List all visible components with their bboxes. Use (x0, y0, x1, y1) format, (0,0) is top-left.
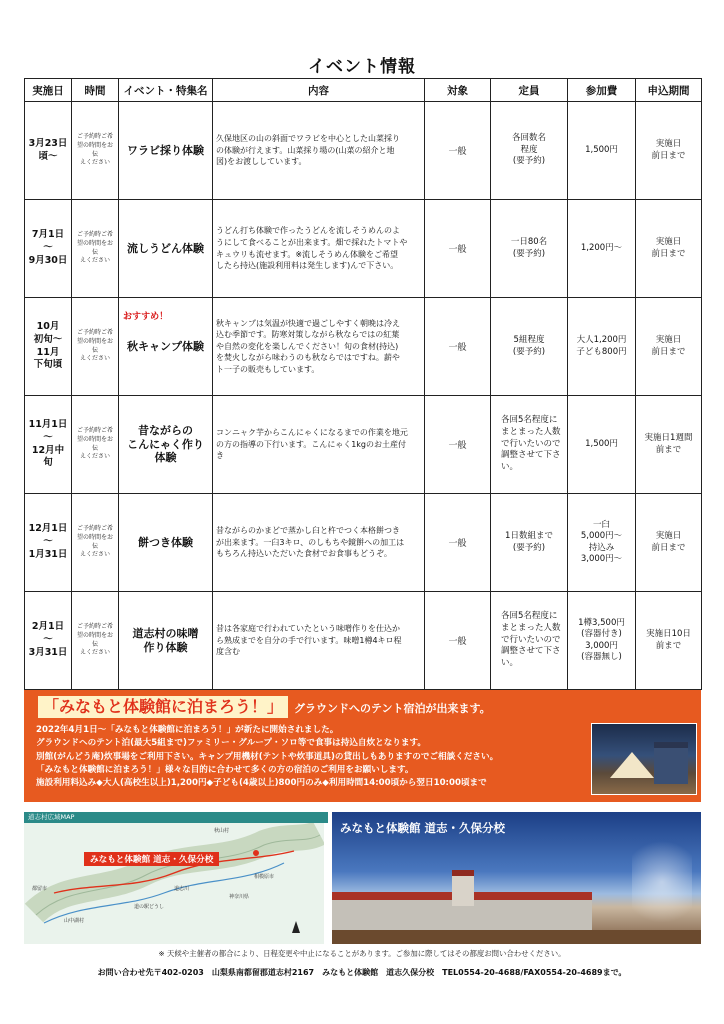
header-time: 時間 (72, 79, 119, 102)
event-time-line: ご予約時ご希 (76, 133, 113, 141)
event-capacity-line: (要予約) (512, 248, 546, 259)
event-apply-line: 前日まで (651, 248, 686, 259)
event-detail (213, 494, 425, 592)
tent-photo (591, 723, 697, 795)
recommend-badge: おすすめ！ (123, 312, 169, 322)
map-body (24, 823, 324, 944)
event-apply (636, 494, 702, 592)
banner-line: グラウンドへのテント泊(最大5組まで)ファミリー・グループ・ソロ等で食事は持込自炊となります。 (36, 738, 426, 749)
event-detail (213, 298, 425, 396)
event-time-line: ご予約時ご希 (76, 329, 113, 337)
event-date-line: ～ (43, 536, 53, 548)
event-capacity-line: 各回数名 (511, 132, 546, 143)
event-capacity (491, 494, 568, 592)
event-date (25, 102, 72, 200)
event-date (25, 592, 72, 690)
event-detail-line: したら持込(施設利用料は発生します)んで下さい。 (216, 261, 399, 271)
banner-heading (38, 696, 491, 718)
header-date: 実施日 (25, 79, 72, 102)
notice-text: ※ 天候や主催者の都合により、日程変更や中止になることがあります。ご参加に際してはその都度お問い合わせください。 (158, 949, 566, 958)
header-event: イベント・特集名 (119, 79, 213, 102)
event-time (72, 298, 119, 396)
event-detail-line: ら熟成までを自分の手で行います。味噌1樽4キロ程 (216, 635, 402, 645)
event-capacity-line: 各回5名程度に (501, 610, 558, 621)
banner-line: 別館(がんどう庵)炊事場をご利用下さい。キャンプ用機材(テントや炊事道具)の貸出しもありますのでご相談ください。 (36, 751, 499, 762)
event-date-line: ～ (43, 431, 53, 443)
event-detail-line: 久保地区の山の斜面でワラビを中心とした山菜採り (216, 134, 400, 144)
event-detail-line: の方の指導の下行います。こんにゃく1kgのお土産付 (216, 439, 406, 449)
event-date-line: 12月中旬 (31, 444, 65, 469)
event-detail-line: うにして食べることが出来ます。畑で採れたトマトや (216, 237, 408, 247)
event-capacity-line: 調整させて下さ (501, 646, 561, 657)
event-fee-line: 大人1,200円 (576, 335, 627, 346)
event-date (25, 200, 72, 298)
ground (332, 930, 701, 944)
event-detail-line: うどん打ち体験で作ったうどんを流しそうめんのよ (216, 226, 400, 236)
map-place-label: 秋山村 (214, 828, 230, 834)
event-fee-line: (容器付き) (581, 629, 622, 640)
banner-title: 「みなもと体験館に泊まろう！」 (38, 696, 288, 718)
cherry-tree-icon (632, 832, 692, 932)
event-fee (568, 200, 636, 298)
event-date-line: 9月30日 (28, 254, 68, 266)
clock-tower-icon (452, 870, 474, 906)
event-detail-line: が出来ます。一臼3キロ、のしもちや鏡餅への加工は (216, 537, 405, 547)
event-detail-line: キュウリも流せます。※流しそうめん体験をご希望 (216, 249, 399, 259)
event-date-line: 下旬頃 (33, 359, 63, 371)
table-header-row (25, 79, 702, 102)
event-name-line: 作り体験 (143, 640, 188, 654)
event-date-line: 11月 (36, 346, 60, 358)
table-row (25, 396, 702, 494)
event-date-line: 11月1日 (28, 418, 68, 430)
event-capacity (491, 200, 568, 298)
event-capacity-line: 調整させて下さ (501, 450, 561, 461)
event-capacity (491, 592, 568, 690)
event-target (425, 396, 491, 494)
event-time-line: 望の時間をお伝 (76, 239, 113, 256)
map-place-label: 相模原市 (254, 874, 275, 880)
event-capacity-line: い。 (501, 658, 519, 669)
event-name-line: 道志村の味噌 (132, 626, 199, 640)
event-name (119, 298, 213, 396)
event-detail (213, 102, 425, 200)
header-detail: 内容 (213, 79, 425, 102)
event-capacity (491, 396, 568, 494)
event-detail-line: 秋キャンプは気温が快適で過ごしやすく朝晩は冷え (216, 318, 400, 328)
event-target-value: 一般 (448, 343, 467, 353)
event-apply-line: 前まで (655, 444, 682, 455)
event-name-line: 体験 (154, 451, 177, 465)
school-photo (332, 812, 701, 944)
photo-title: みなもと体験館 道志・久保分校 (340, 821, 506, 835)
map-place-label: 山中湖村 (64, 918, 85, 924)
event-target-value: 一般 (448, 441, 467, 451)
event-name (119, 592, 213, 690)
event-target (425, 298, 491, 396)
event-time-line: えください (79, 453, 110, 461)
event-name (119, 200, 213, 298)
event-apply (636, 396, 702, 494)
contact-info: お問い合わせ先〒402-0203 山梨県南都留郡道志村2167 みなもと体験館 道志久保分校 TEL0554-20-4688/FAX0554-20-4689まで。 (97, 968, 627, 977)
event-fee-line: 1樽3,500円 (578, 617, 625, 628)
event-time-line: 望の時間をお伝 (76, 435, 113, 452)
event-capacity-line: 程度 (520, 144, 538, 155)
event-apply-line: 実施日 (655, 138, 682, 149)
event-apply-line: 実施日 (655, 236, 682, 247)
event-apply (636, 102, 702, 200)
event-target (425, 200, 491, 298)
event-detail-line: 図)をお渡ししています。 (216, 157, 307, 167)
event-time-line: 望の時間をお伝 (76, 631, 113, 648)
event-fee-line: 持込み (588, 542, 615, 553)
event-apply-line: 前まで (655, 640, 682, 651)
event-name-line: ワラビ採り体験 (127, 143, 204, 157)
event-apply-line: 前日まで (651, 346, 686, 357)
event-date-line: 1月31日 (28, 548, 68, 560)
header-apply: 申込期間 (636, 79, 702, 102)
event-date-line: 3月31日 (28, 646, 68, 658)
event-apply-line: 実施日 (655, 334, 682, 345)
banner-line: 「みなもと体験館に泊まろう！」様々な目的に合わせて多くの方の宿泊のご利用をお願いします。 (36, 764, 414, 775)
event-date (25, 396, 72, 494)
event-time-line: ご予約時ご希 (76, 427, 113, 435)
event-target-value: 一般 (448, 637, 467, 647)
event-capacity (491, 102, 568, 200)
event-fee-line: 1,200円～ (580, 242, 623, 253)
building-icon (654, 742, 688, 784)
event-name (119, 494, 213, 592)
event-table (24, 78, 702, 690)
map-place-label: 道の駅どうし (134, 904, 165, 910)
event-target (425, 102, 491, 200)
event-time-line: ご予約時ご希 (76, 623, 113, 631)
event-time (72, 200, 119, 298)
event-apply (636, 200, 702, 298)
event-time-line: えください (79, 551, 110, 559)
event-time (72, 102, 119, 200)
page-title: イベント情報 (308, 57, 416, 77)
event-name (119, 396, 213, 494)
event-detail-line: 度含む (216, 647, 240, 657)
event-name-line: こんにゃく作り (127, 437, 204, 451)
event-detail-line: 昔ながらのかまどで蒸かし臼と杵でつく本格餅つき (216, 526, 400, 536)
table-row (25, 298, 702, 396)
event-capacity-line: 1日数組まで (505, 530, 553, 541)
event-time-line: 望の時間をお伝 (76, 141, 113, 158)
header-target: 対象 (425, 79, 491, 102)
map-place-label: 都留市 (32, 886, 48, 892)
table-row (25, 200, 702, 298)
event-capacity-line: (要予約) (512, 346, 546, 357)
event-time-line: えください (79, 159, 110, 167)
event-detail-line: 込む季節です。防寒対策しながら秋ならではの紅葉 (216, 330, 400, 340)
event-time (72, 494, 119, 592)
event-apply-line: 前日まで (651, 150, 686, 161)
event-name-line: 秋キャンプ体験 (127, 339, 204, 353)
banner-subtitle: グラウンドへのテント宿泊が出来ます。 (294, 702, 491, 715)
map-place-label: 神奈川県 (229, 894, 250, 900)
event-capacity-line: 各回5名程度に (501, 414, 558, 425)
event-name (119, 102, 213, 200)
event-apply-line: 実施日 (655, 530, 682, 541)
event-name-line: 昔ながらの (138, 423, 193, 437)
area-map (24, 812, 324, 944)
event-target (425, 592, 491, 690)
event-detail-line: や自然の変化を楽しんでください！旬の食材(持込) (216, 341, 399, 351)
event-date (25, 494, 72, 592)
tent-stay-banner (24, 690, 701, 802)
event-time-line: 望の時間をお伝 (76, 337, 113, 354)
map-facility-label: みなもと体験館 道志・久保分校 (84, 852, 219, 866)
table-row (25, 494, 702, 592)
event-detail-line: コンニャク芋からこんにゃくになるまでの作業を地元 (216, 428, 408, 438)
event-fee-line: 5,000円～ (580, 531, 623, 542)
event-detail-line: の体験が行えます。山菜採り場の(山菜の紹介と地 (216, 145, 395, 155)
tent-icon (610, 752, 654, 778)
event-name-line: 流しうどん体験 (127, 241, 204, 255)
event-detail-line: もちろん持込いただいた食材でお食事もどうぞ。 (216, 549, 392, 559)
event-detail-line: き (216, 451, 224, 461)
event-capacity-line: (要予約) (512, 156, 546, 167)
event-time-line: えください (79, 355, 110, 363)
header-capacity: 定員 (491, 79, 568, 102)
event-target (425, 494, 491, 592)
event-detail (213, 396, 425, 494)
event-date-line: ～ (43, 242, 53, 254)
event-capacity-line: (要予約) (512, 542, 546, 553)
event-fee-line: 1,500円 (585, 438, 618, 449)
event-detail-line: ト一子の販売もしています。 (216, 364, 320, 374)
event-apply-line: 前日まで (651, 542, 686, 553)
event-capacity-line: まとまった人数 (501, 622, 561, 633)
event-date-line: 初旬～ (33, 333, 63, 345)
event-capacity-line: まとまった人数 (501, 426, 561, 437)
event-fee-line: 1,500円 (585, 144, 618, 155)
event-apply-line: 実施日1週間 (644, 432, 693, 443)
banner-line: 2022年4月1日～「みなもと体験館に泊まろう！」が新たに開始されました。 (36, 725, 339, 735)
event-fee-line: 子ども800円 (576, 346, 627, 357)
event-fee-line: 一臼 (592, 519, 610, 530)
event-date (25, 298, 72, 396)
event-capacity-line: 一日80名 (510, 236, 548, 247)
event-time (72, 592, 119, 690)
table-row (25, 592, 702, 690)
event-fee-line: 3,000円～ (580, 553, 623, 564)
event-date-line: 2月1日～ (31, 621, 65, 646)
event-detail (213, 592, 425, 690)
event-date-line: 10月 (36, 320, 60, 332)
event-time-line: ご予約時ご希 (76, 525, 113, 533)
map-header: 道志村広域MAP (24, 812, 328, 823)
event-detail-line: を焚火しながら味わうのも秋ならではですね。薪や (216, 353, 400, 363)
map-place-label: 道志川 (174, 886, 190, 892)
event-target-value: 一般 (448, 539, 467, 549)
event-fee (568, 102, 636, 200)
event-capacity-line: い。 (501, 462, 519, 473)
banner-text (36, 724, 596, 791)
event-apply-line: 実施日10日 (646, 628, 691, 639)
event-fee (568, 298, 636, 396)
event-fee (568, 494, 636, 592)
event-name-line: 餅つき体験 (138, 535, 193, 549)
event-capacity (491, 298, 568, 396)
event-date-line: 3月23日 (28, 137, 68, 149)
event-fee-line: (容器無し) (581, 651, 622, 662)
event-time (72, 396, 119, 494)
event-fee-line: 3,000円 (585, 640, 618, 651)
table-row (25, 102, 702, 200)
banner-line: 施設利用料込み◆大人(高校生以上)1,200円◆子ども(4歳以上)800円のみ◆利用時間14:00頃から翌日10:00頃まで (36, 778, 487, 789)
event-target-value: 一般 (448, 245, 467, 255)
event-apply (636, 592, 702, 690)
event-detail (213, 200, 425, 298)
event-capacity-line: で行いたいので (501, 438, 561, 449)
event-detail-line: 昔は各家庭で行われていたという味噌作りを仕込か (216, 624, 400, 634)
event-date-line: 7月1日 (31, 229, 65, 241)
event-fee (568, 592, 636, 690)
event-time-line: 望の時間をお伝 (76, 533, 113, 550)
event-time-line: ご予約時ご希 (76, 231, 113, 239)
event-apply (636, 298, 702, 396)
event-date-line: 頃～ (38, 150, 58, 162)
event-date-line: 12月1日 (28, 523, 68, 535)
event-capacity-line: 5組程度 (513, 334, 545, 345)
event-capacity-line: で行いたいので (501, 634, 561, 645)
header-fee: 参加費 (568, 79, 636, 102)
event-target-value: 一般 (448, 147, 467, 157)
event-time-line: えください (79, 257, 110, 265)
event-fee (568, 396, 636, 494)
event-time-line: えください (79, 649, 110, 657)
map-graphic (24, 823, 324, 944)
